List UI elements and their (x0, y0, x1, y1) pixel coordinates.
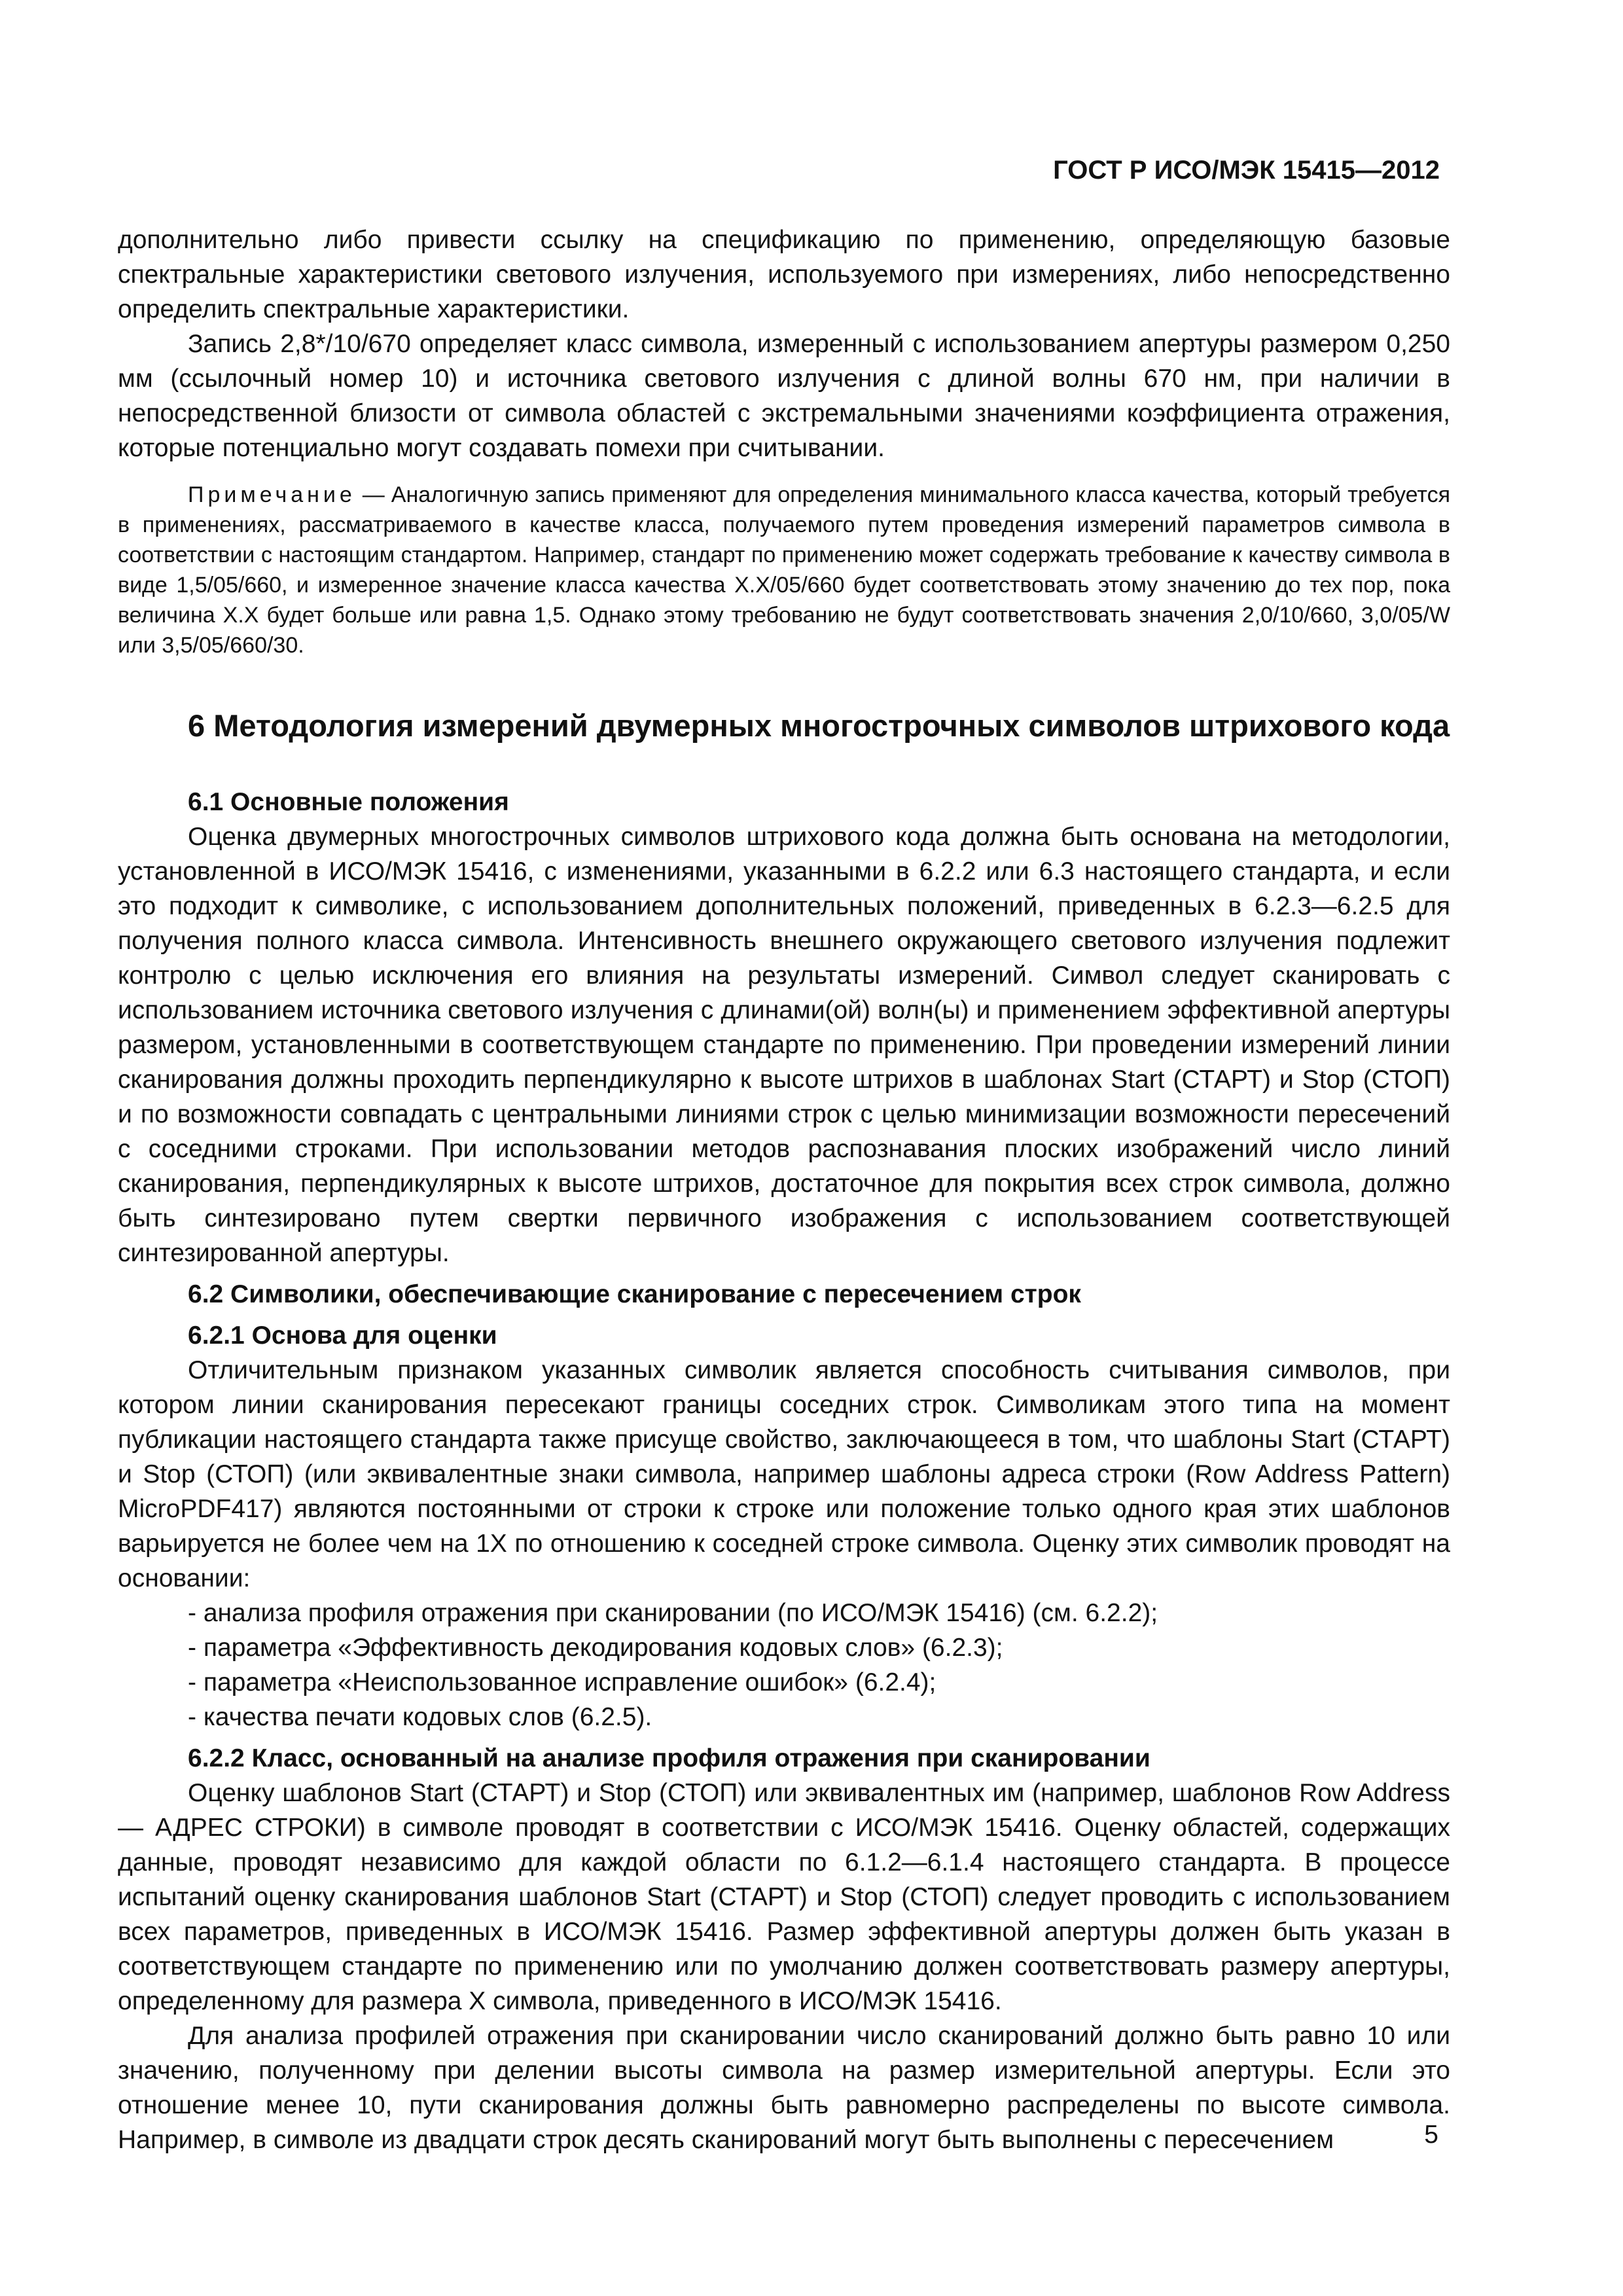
section-6-2-2-text-2: Для анализа профилей отражения при сканировании число сканирований должно быть равно 10 или значению, полученному при делении высоты символа на размер измерительной апертуры. Если это отношение менее 10, пути сканирования должны быть равномерно распределены по высоте символа. Например, в символе из двадцати строк десять сканирований могут быть выполнены с пересечением (118, 2022, 1450, 2154)
paragraph-example: Запись 2,8*/10/670 определяет класс символа, измеренный с использованием апертуры размером 0,250 мм (ссылочный номер 10) и источника светового излучения с длиной волны 670 нм, при наличии в непосредственной близости от символа областей с экстремальными значениями коэффициента отражения, которые потенциально могут создавать помехи при считывании. (118, 330, 1450, 462)
paragraph-continuation: дополнительно либо привести ссылку на спецификацию по применению, определяющую базовые спектральные характеристики светового излучения, используемого при измерениях, либо непосредственно определить спектральные характеристики. (118, 226, 1450, 323)
section-6-2-2-heading: 6.2.2 Класс, основанный на анализе профиля отражения при сканировании (188, 1744, 1150, 1772)
standard-header: ГОСТ Р ИСО/МЭК 15415—2012 (1053, 156, 1440, 185)
section-6-1-heading: 6.1 Основные положения (188, 788, 509, 816)
section-6-2-heading: 6.2 Символики, обеспечивающие сканирование с пересечением строк (188, 1280, 1081, 1308)
section-6-2-1-heading: 6.2.1 Основа для оценки (188, 1321, 497, 1350)
section-6-1-text: Оценка двумерных многострочных символов штрихового кода должна быть основана на методологии, установленной в ИСО/МЭК 15416, с изменениями, указанными в 6.2.2 или 6.3 настоящего стандарта, и если это подходит к символике, с использованием дополнительных положений, приведенных в 6.2.3—6.2.5 для получения полного класса символа. Интенсивность внешнего окружающего светового излучения подлежит контролю с целью исключения его влияния на результаты измерений. Символ следует сканировать с использованием источника светового излучения с длинами(ой) волн(ы) и применением эффективной апертуры размером, установленными в соответствующем стандарте по применению. При проведении измерений линии сканирования должны проходить перпендикулярно к высоте штрихов в шаблонах Start (СТАРТ) и Stop (СТОП) и по возможности совпадать с центральными линиями строк с целью минимизации возможности пересечений с соседними строками. При использовании методов распознавания плоских изображений число линий сканирования, перпендикулярных к высоте штрихов, достаточное для покрытия всех строк символа, должно быть синтезировано путем свертки первичного изображения с использованием соответствующей синтезированной апертуры. (118, 823, 1450, 1267)
criteria-list (118, 1596, 1450, 1734)
list-item: - параметра «Эффективность декодирования кодовых слов» (6.2.3); (188, 1630, 1450, 1665)
list-item: - анализа профиля отражения при сканировании (по ИСО/МЭК 15416) (см. 6.2.2); (188, 1596, 1450, 1630)
list-item: - качества печати кодовых слов (6.2.5). (188, 1700, 1450, 1734)
page-number: 5 (1424, 2121, 1438, 2149)
note-label: Примечание (188, 482, 356, 507)
list-item: - параметра «Неиспользованное исправление ошибок» (6.2.4); (188, 1665, 1450, 1700)
note (118, 480, 1450, 660)
section-6-2-2-text-1: Оценку шаблонов Start (СТАРТ) и Stop (СТОП) или эквивалентных им (например, шаблонов Row Address — АДРЕС СТРОКИ) в символе проводят в соответствии с ИСО/МЭК 15416. Оценку областей, содержащих данные, проводят независимо для каждой области по 6.1.2—6.1.4 настоящего стандарта. В процессе испытаний оценку сканирования шаблонов Start (СТАРТ) и Stop (СТОП) следует проводить с использованием всех параметров, приведенных в ИСО/МЭК 15416. Размер эффективной апертуры должен быть указан в соответствующем стандарте по применению или по умолчанию должен соответствовать размеру апертуры, определенному для размера X символа, приведенного в ИСО/МЭК 15416. (118, 1779, 1450, 2015)
section-6-heading: 6 Методология измерений двумерных многострочных символов штрихового кода (188, 708, 1450, 743)
section-6-2-1-text: Отличительным признаком указанных символик является способность считывания символов, при котором линии сканирования пересекают границы соседних строк. Символикам этого типа на момент публикации настоящего стандарта также присуще свойство, заключающееся в том, что шаблоны Start (СТАРТ) и Stop (СТОП) (или эквивалентные знаки символа, например шаблоны адреса строки (Row Address Pattern) MicroPDF417) являются постоянными от строки к строке или положение только одного края этих шаблонов варьируется не более чем на 1X по отношению к соседней строке символа. Оценку этих символик проводят на основании: (118, 1356, 1450, 1592)
note-text: — Аналогичную запись применяют для определения минимального класса качества, который требуется в применениях, рассматриваемого в качестве класса, получаемого путем проведения измерений параметров символа в соответствии с настоящим стандартом. Например, стандарт по применению может содержать требование к качеству символа в виде 1,5/05/660, и измеренное значение класса качества X.X/05/660 будет соответствовать этому значению до тех пор, пока величина X.X будет больше или равна 1,5. Однако этому требованию не будут соответствовать значения 2,0/10/660, 3,0/05/W или 3,5/05/660/30. (118, 482, 1450, 658)
page-content (118, 223, 1450, 2157)
